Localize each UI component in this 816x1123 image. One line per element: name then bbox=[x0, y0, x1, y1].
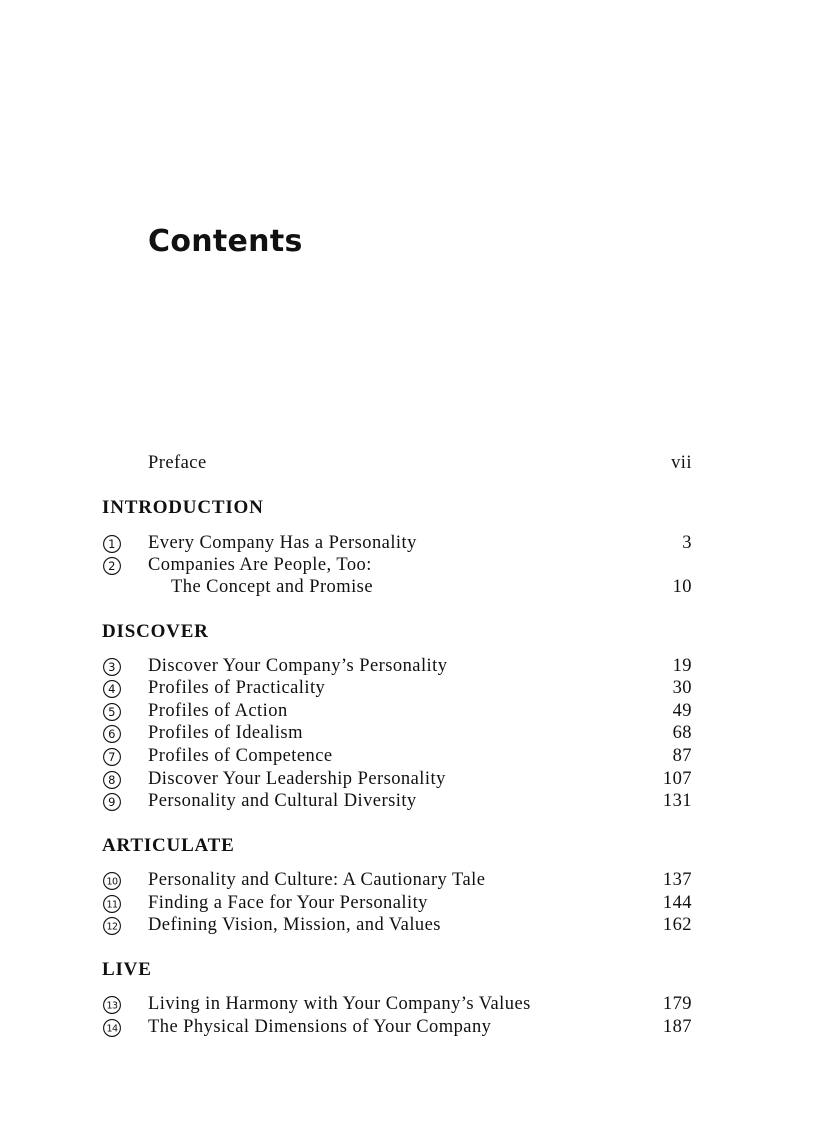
toc-entry-2[interactable] bbox=[102, 554, 692, 576]
chapter-number-11 bbox=[102, 894, 122, 914]
chapter-number-3 bbox=[102, 657, 122, 677]
toc-entry-title: Living in Harmony with Your Company’s Values bbox=[148, 994, 531, 1014]
toc-entry-4[interactable] bbox=[102, 677, 692, 699]
svg-text:6: 6 bbox=[108, 727, 116, 742]
section-heading-introduction: INTRODUCTION bbox=[102, 497, 264, 518]
toc-entry-title: Every Company Has a Personality bbox=[148, 533, 417, 553]
chapter-number-1 bbox=[102, 534, 122, 554]
toc-entry-10[interactable] bbox=[102, 869, 692, 891]
svg-text:2: 2 bbox=[108, 559, 116, 574]
toc-entry-14[interactable] bbox=[102, 1016, 692, 1038]
toc-entry-title: Preface bbox=[148, 453, 207, 473]
toc-entry-subtitle: The Concept and Promise bbox=[171, 577, 373, 597]
toc-entry-13[interactable] bbox=[102, 993, 692, 1015]
toc-page-number: 19 bbox=[672, 656, 692, 676]
toc-entry-title: Discover Your Leadership Personality bbox=[148, 769, 446, 789]
toc-entry-7[interactable] bbox=[102, 745, 692, 767]
toc-page-number: 162 bbox=[662, 915, 692, 935]
toc-page-number: 3 bbox=[682, 533, 692, 553]
toc-entry-title: Personality and Culture: A Cautionary Tale bbox=[148, 870, 486, 890]
chapter-number-9 bbox=[102, 792, 122, 812]
toc-entry-1[interactable] bbox=[102, 532, 692, 554]
toc-page-number: 68 bbox=[672, 723, 692, 743]
page-title: Contents bbox=[148, 224, 303, 259]
svg-text:8: 8 bbox=[108, 773, 116, 788]
svg-text:11: 11 bbox=[106, 899, 118, 911]
svg-text:3: 3 bbox=[108, 660, 116, 675]
toc-entry-title: Profiles of Idealism bbox=[148, 723, 303, 743]
toc-entry-title: The Physical Dimensions of Your Company bbox=[148, 1017, 492, 1037]
toc-entry-12[interactable] bbox=[102, 914, 692, 936]
svg-text:14: 14 bbox=[106, 1023, 118, 1035]
svg-text:10: 10 bbox=[106, 876, 118, 888]
toc-entry-preface[interactable] bbox=[102, 452, 692, 474]
toc-entry-title: Discover Your Company’s Personality bbox=[148, 656, 448, 676]
chapter-number-8 bbox=[102, 770, 122, 790]
toc-entry-6[interactable] bbox=[102, 722, 692, 744]
svg-text:13: 13 bbox=[106, 1000, 118, 1012]
chapter-number-4 bbox=[102, 679, 122, 699]
svg-text:12: 12 bbox=[106, 921, 118, 933]
chapter-number-13 bbox=[102, 995, 122, 1015]
section-heading-articulate: ARTICULATE bbox=[102, 835, 235, 856]
svg-text:7: 7 bbox=[108, 750, 116, 765]
chapter-number-2 bbox=[102, 556, 122, 576]
toc-page-number: 179 bbox=[662, 994, 692, 1014]
toc-entry-title: Finding a Face for Your Personality bbox=[148, 893, 428, 913]
svg-text:1: 1 bbox=[108, 537, 116, 552]
toc-entry-title: Defining Vision, Mission, and Values bbox=[148, 915, 441, 935]
chapter-number-6 bbox=[102, 724, 122, 744]
svg-text:9: 9 bbox=[108, 795, 116, 810]
toc-page-number: 49 bbox=[672, 701, 692, 721]
toc-entry-title: Profiles of Action bbox=[148, 701, 288, 721]
chapter-number-7 bbox=[102, 747, 122, 767]
toc-page-number: 187 bbox=[662, 1017, 692, 1037]
toc-page-number: 87 bbox=[672, 746, 692, 766]
toc-page-number: 131 bbox=[662, 791, 692, 811]
toc-entry-5[interactable] bbox=[102, 700, 692, 722]
section-heading-live: LIVE bbox=[102, 959, 152, 980]
chapter-number-5 bbox=[102, 702, 122, 722]
toc-entry-9[interactable] bbox=[102, 790, 692, 812]
toc-page-number: 10 bbox=[672, 577, 692, 597]
toc-entry-title: Profiles of Practicality bbox=[148, 678, 326, 698]
toc-entry-title: Companies Are People, Too: bbox=[148, 555, 372, 575]
toc-entry-8[interactable] bbox=[102, 768, 692, 790]
toc-page-number: 107 bbox=[662, 769, 692, 789]
section-heading-discover: DISCOVER bbox=[102, 621, 209, 642]
toc-entry-3[interactable] bbox=[102, 655, 692, 677]
chapter-number-10 bbox=[102, 871, 122, 891]
svg-text:4: 4 bbox=[108, 682, 116, 697]
toc-page-number: vii bbox=[671, 453, 692, 473]
toc-page-number: 137 bbox=[662, 870, 692, 890]
svg-text:5: 5 bbox=[108, 705, 116, 720]
toc-entry-2-continuation[interactable] bbox=[102, 576, 692, 598]
toc-entry-title: Profiles of Competence bbox=[148, 746, 333, 766]
toc-page-number: 144 bbox=[662, 893, 692, 913]
chapter-number-14 bbox=[102, 1018, 122, 1038]
toc-entry-11[interactable] bbox=[102, 892, 692, 914]
toc-page-number: 30 bbox=[672, 678, 692, 698]
toc-entry-title: Personality and Cultural Diversity bbox=[148, 791, 417, 811]
chapter-number-12 bbox=[102, 916, 122, 936]
